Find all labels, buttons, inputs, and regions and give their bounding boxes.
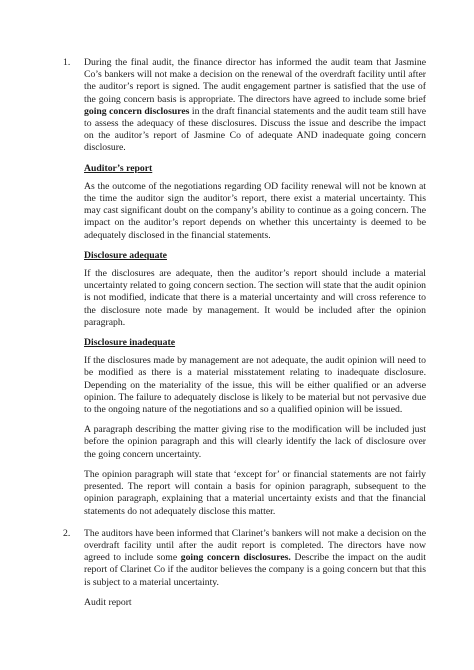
bold-term: going concern disclosures <box>84 105 190 117</box>
heading-disclosure-adequate: Disclosure adequate <box>84 249 167 261</box>
audit-report-label: Audit report <box>84 596 132 608</box>
heading-disclosure-inadequate: Disclosure inadequate <box>84 337 176 349</box>
document-content <box>63 57 426 617</box>
bold-term: going concern disclosures. <box>180 552 291 564</box>
question-2-body <box>84 528 426 617</box>
heading-auditors-report: Auditor’s report <box>84 162 153 174</box>
paragraph-disclosure-adequate: If the disclosures are adequate, then the auditor’s report should include a material uncertainty related to going concern section. The section will state that the audit opinion is not modified, indicate that there is a material uncertainty and will cross reference to the disclosure note made by management. It would be included after the opinion paragraph. <box>84 268 427 328</box>
paragraph-inadequate-1: If the disclosures made by management are not adequate, the audit opinion will need to be modified as there is a material misstatement relating to inadequate disclosure. Depending on the materiality of the issue, this will be either qualified or an adverse opinion. The failure to adequately disclose is likely to be material but not pervasive due to the ongoing nature of the negotiations and so a qualified opinion will be issued. <box>84 355 426 416</box>
paragraph-auditors-report: As the outcome of the negotiations regarding OD facility renewal will not be known at the time the auditor sign the auditor’s report, there exist a material uncertainty. This may cast significant doubt on the company’s ability to continue as a going concern. The impact on the auditor’s report depends on whether this uncertainty is deemed to be adequately disclosed in the financial statements. <box>84 180 426 241</box>
question-1-body <box>84 57 426 526</box>
question-number: 2. <box>63 527 71 539</box>
question-2-text: The auditors have been informed that Clarinet’s bankers will not make a decision on the overdraft facility until after the audit report is completed. The directors have now agreed to include some going concern disclosures. Describe the impact on the audit report of Clarinet Co if the auditor believes the company is a going concern but that this is subject to a material uncertainty. <box>84 527 426 588</box>
question-number: 1. <box>63 57 71 68</box>
question-1 <box>63 57 426 526</box>
question-2 <box>63 528 426 617</box>
question-1-text: During the final audit, the finance director has informed the audit team that Jasmine Co’s bankers will not make a decision on the renewal of the overdraft facility until after the auditor’s report is signed. The audit engagement partner is satisfied that the use of the going concern basis is appropriate. The directors have agreed to include some brief going concern disclosures in the draft financial statements and the audit team still have to assess the adequacy of these disclosures. Discuss the issue and describe the impact on the auditor’s report of Jasmine Co of adequate AND inadequate going concern disclosure. <box>84 57 427 154</box>
paragraph-inadequate-2: A paragraph describing the matter giving rise to the modification will be included just before the opinion paragraph and this will clearly identify the lack of disclosure over the going concern uncertainty. <box>84 424 426 460</box>
paragraph-inadequate-3: The opinion paragraph will state that ‘except for’ or financial statements are not fairly presented. The report will contain a basis for opinion paragraph, subsequent to the opinion paragraph, explaining that a material uncertainty exists and that the financial statements do not adequately disclose this matter. <box>84 468 426 517</box>
